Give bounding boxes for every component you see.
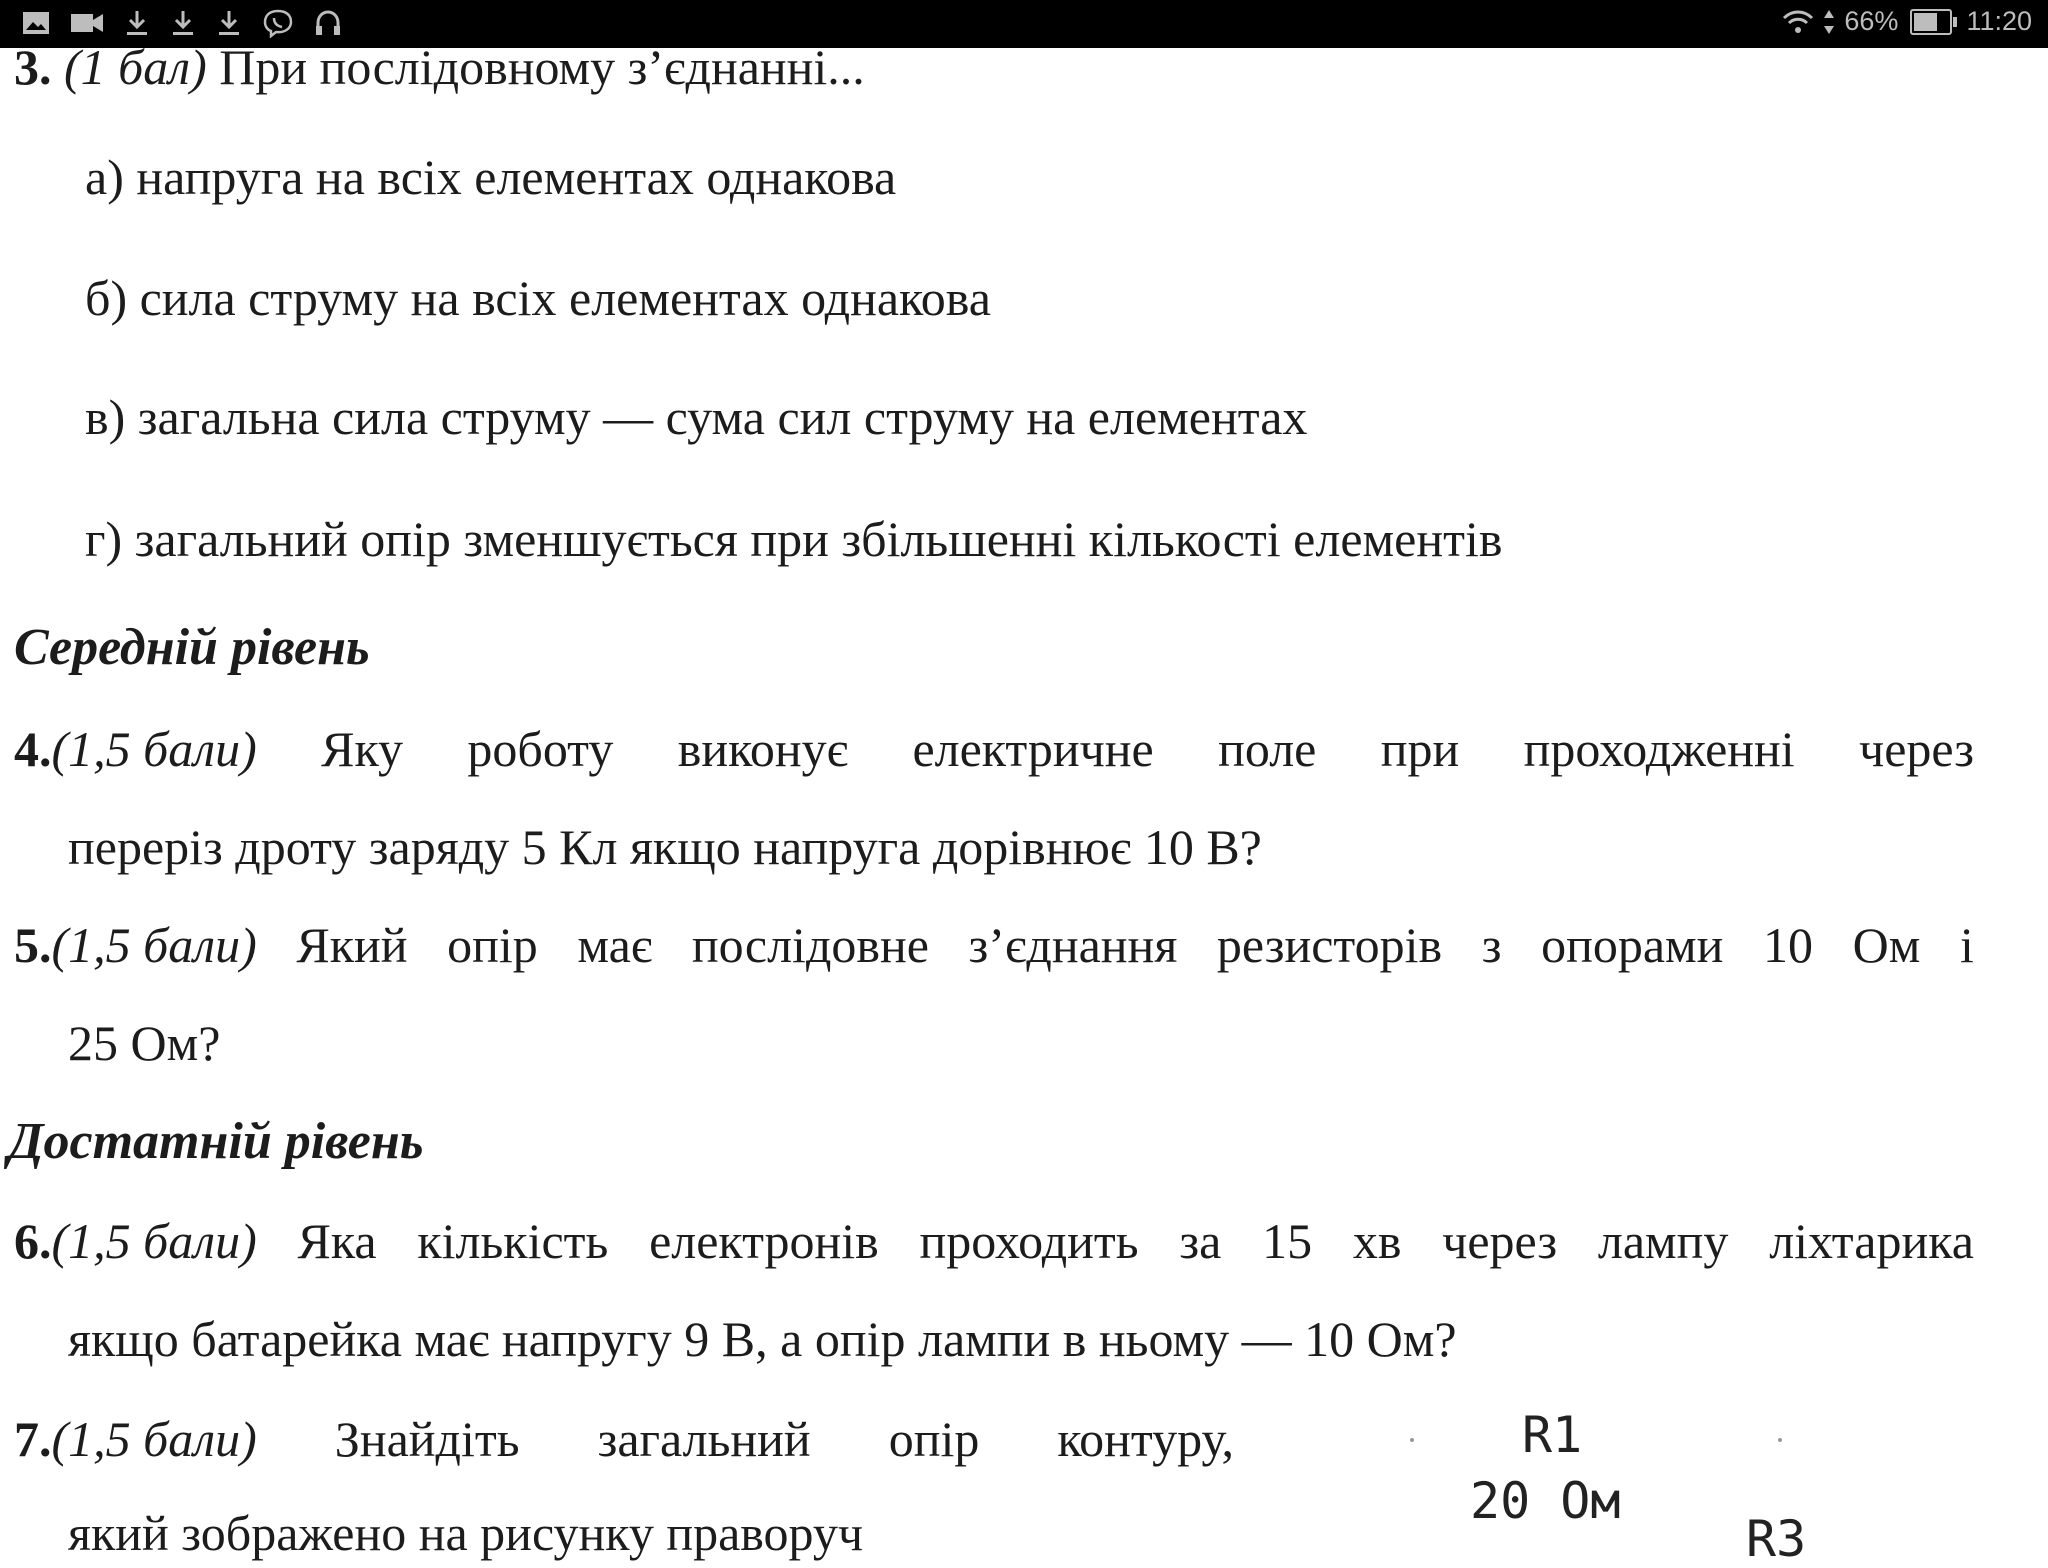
q5-word: Ом [1852, 917, 1921, 973]
q5-word: опір [447, 917, 538, 973]
wifi-icon [1782, 9, 1814, 35]
q5-word: послідовне [691, 917, 929, 973]
question-number: 6. [14, 1213, 52, 1269]
battery-fill [1914, 13, 1936, 31]
option-a: а) напруга на всіх елементах однакова [85, 149, 897, 205]
question-number-points [14, 917, 257, 973]
question-7-line-1 [14, 1411, 1234, 1467]
download-icon [170, 9, 196, 37]
section-heading-middle: Середній рівень [14, 619, 370, 676]
question-points: (1,5 бали) [51, 1213, 257, 1269]
question-points: (1,5 бали) [51, 917, 257, 973]
question-points: (1,5 бали) [51, 1411, 257, 1467]
q5-word: має [577, 917, 653, 973]
q5-word: і [1959, 917, 1974, 973]
headset-icon [314, 9, 342, 37]
question-number: 3. [14, 39, 52, 95]
question-number-points [14, 1213, 257, 1269]
q4-word: проходженні [1523, 721, 1795, 777]
q6-word: Яка [297, 1213, 377, 1269]
notification-icons [22, 8, 342, 38]
resistor-r1-value: 20 Ом [1470, 1472, 1621, 1530]
question-4-line-1 [14, 721, 1974, 777]
q4-word: через [1859, 721, 1974, 777]
q7-word: опір [888, 1411, 980, 1467]
question-5-line-2: 25 Ом? [68, 1015, 221, 1071]
question-number: 4. [14, 721, 52, 777]
download-icon [124, 9, 150, 37]
q4-word: роботу [467, 721, 614, 777]
q7-word: контуру, [1057, 1411, 1234, 1467]
question-7-line-2: який зображено на рисунку праворуч [68, 1505, 864, 1561]
question-number-points [14, 721, 257, 777]
question-6-line-2: якщо батарейка має напругу 9 В, а опір лампи в ньому — 10 Ом? [68, 1311, 1457, 1367]
viber-icon [262, 8, 294, 38]
circuit-dot [1410, 1438, 1414, 1442]
q6-word: електронів [649, 1213, 879, 1269]
q5-word: опорами [1541, 917, 1724, 973]
question-3 [14, 39, 865, 95]
image-icon [22, 10, 50, 36]
q4-word: електричне [912, 721, 1154, 777]
q4-word: виконує [677, 721, 849, 777]
q5-word: резисторів [1216, 917, 1443, 973]
question-6-line-1 [14, 1213, 1974, 1269]
q4-word: при [1380, 721, 1460, 777]
q7-word: загальний [597, 1411, 811, 1467]
option-c: в) загальна сила струму — сума сил струму на елементах [85, 389, 1308, 445]
question-number: 5. [14, 917, 52, 973]
q5-word: Який [296, 917, 408, 973]
data-arrows-icon [1822, 8, 1836, 36]
video-icon [70, 10, 104, 36]
download-icon [216, 9, 242, 37]
q4-word: поле [1218, 721, 1317, 777]
q6-word: через [1442, 1213, 1558, 1269]
q6-word: лампу [1597, 1213, 1729, 1269]
system-status [1782, 6, 2032, 37]
option-b: б) сила струму на всіх елементах однакова [85, 270, 991, 326]
resistor-r1-label: R1 [1522, 1406, 1583, 1464]
circuit-dot [1778, 1438, 1782, 1442]
question-4-line-2: переріз дроту заряду 5 Кл якщо напруга дорівнює 10 В? [68, 819, 1262, 875]
q4-word: Яку [321, 721, 404, 777]
q6-word: 15 [1262, 1213, 1313, 1269]
question-points: (1,5 бали) [51, 721, 257, 777]
option-d: г) загальний опір зменшується при збільшенні кількості елементів [85, 511, 1503, 567]
q5-word: з’єднання [968, 917, 1178, 973]
q6-word: хв [1352, 1213, 1402, 1269]
question-number: 7. [14, 1411, 52, 1467]
q6-word: кількість [417, 1213, 609, 1269]
battery-percent: 66% [1844, 6, 1899, 36]
q5-word: з [1481, 917, 1502, 973]
q5-word: 10 [1763, 917, 1814, 973]
clock: 11:20 [1966, 6, 2032, 36]
q7-word: Знайдіть [334, 1411, 520, 1467]
q6-word: ліхтарика [1769, 1213, 1974, 1269]
q6-word: за [1179, 1213, 1222, 1269]
question-points: (1 бал) [64, 39, 207, 95]
question-number-points [14, 1411, 257, 1467]
question-5-line-1 [14, 917, 1974, 973]
question-text: При послідовному з’єднанні... [219, 39, 865, 95]
resistor-r3-label: R3 [1746, 1510, 1807, 1568]
section-heading-sufficient: Достатній рівень [8, 1113, 424, 1170]
q6-word: проходить [919, 1213, 1139, 1269]
battery-icon [1910, 9, 1952, 35]
